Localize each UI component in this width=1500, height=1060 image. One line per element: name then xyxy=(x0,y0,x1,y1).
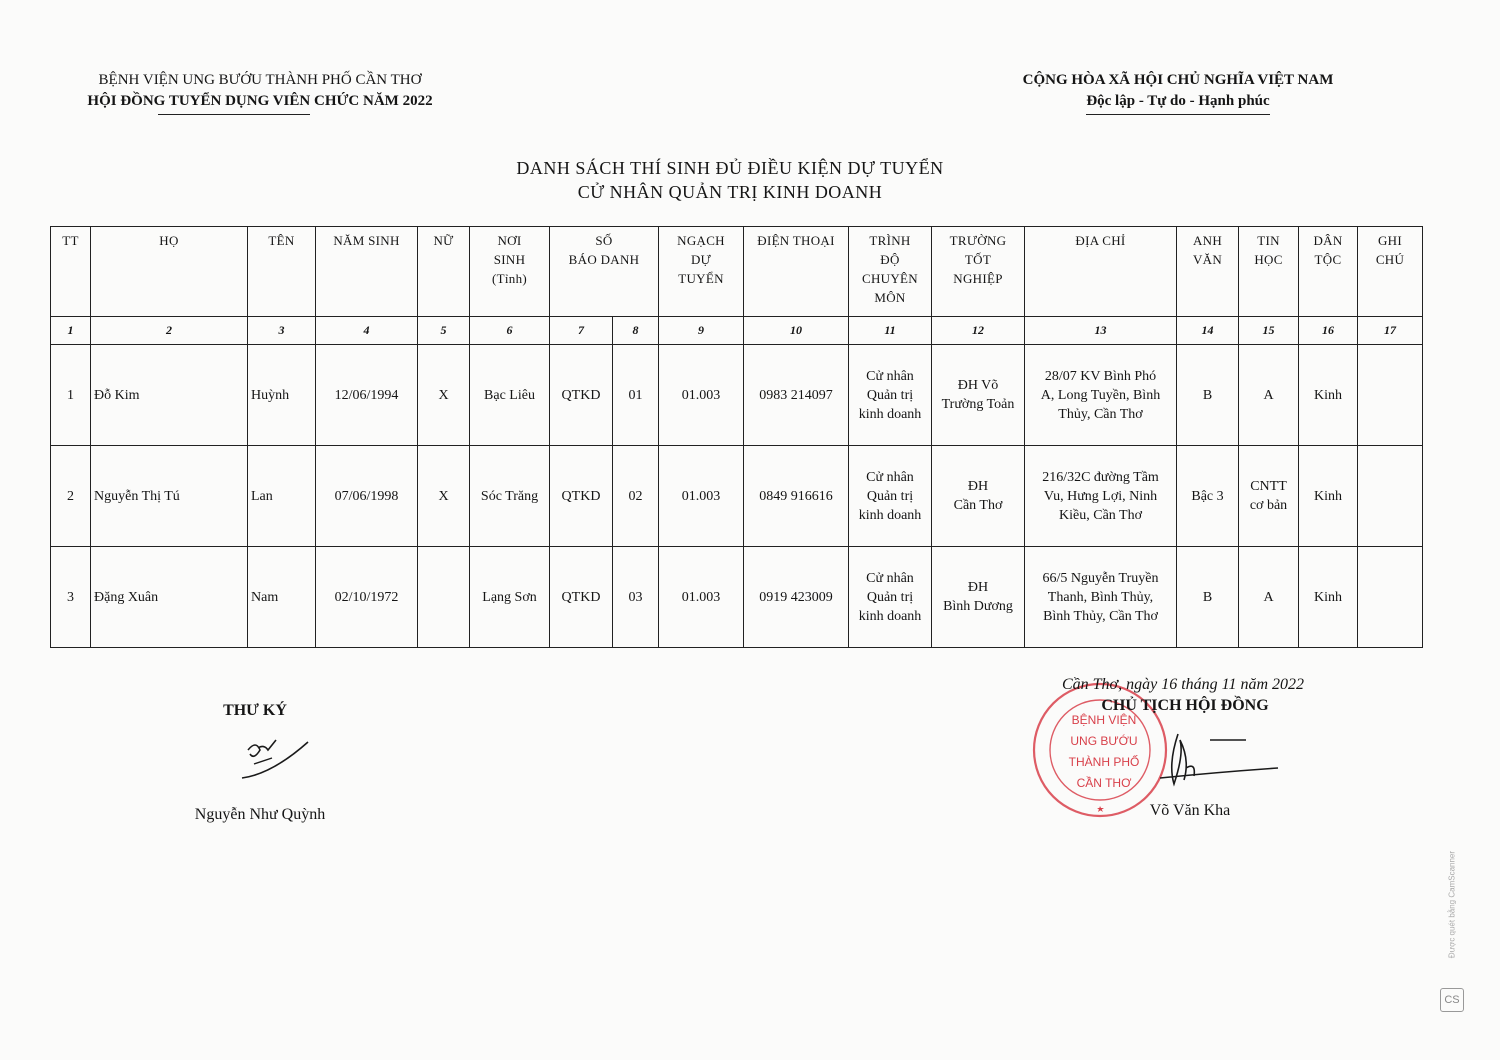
header-so-bao-danh xyxy=(550,227,659,317)
header-nam-sinh: NĂM SINH xyxy=(316,227,418,317)
cell-noi-sinh: Lạng Sơn xyxy=(470,547,550,648)
cell-line: Cử nhân xyxy=(866,570,914,586)
cell-line: Thủy, Cần Thơ xyxy=(1058,406,1143,422)
header-ghi-chu-l2: CHÚ xyxy=(1375,252,1405,267)
header-dan-toc-l1: DÂN xyxy=(1313,233,1343,248)
column-number: 12 xyxy=(932,317,1025,345)
header-noi-sinh-l3: (Tỉnh) xyxy=(491,271,527,286)
secretary-signature-icon xyxy=(236,730,316,790)
column-number: 2 xyxy=(91,317,248,345)
cell-tt: 3 xyxy=(51,547,91,648)
column-number: 7 xyxy=(550,317,613,345)
cell-line: ĐH Võ xyxy=(957,378,999,393)
title-line-1: DANH SÁCH THÍ SINH ĐỦ ĐIỀU KIỆN DỰ TUYỂN xyxy=(516,158,944,178)
cell-noi-sinh: Bạc Liêu xyxy=(470,345,550,446)
candidate-table xyxy=(50,226,1423,648)
cell-ho: Nguyễn Thị Tú xyxy=(91,446,248,547)
cell-truong xyxy=(932,446,1025,547)
header-ghi-chu-l1: GHI xyxy=(1377,233,1402,248)
column-number: 8 xyxy=(613,317,659,345)
cell-truong xyxy=(932,547,1025,648)
cell-ho: Đỗ Kim xyxy=(91,345,248,446)
header-trinh-do-l3: CHUYÊN xyxy=(862,271,918,286)
cell-anh-van: Bậc 3 xyxy=(1177,446,1239,547)
header-noi-sinh xyxy=(470,227,550,317)
cell-dia-chi xyxy=(1025,446,1177,547)
stamp-line-2: UNG BƯỚU xyxy=(1070,734,1138,748)
header-anh-van-l2: VĂN xyxy=(1192,252,1223,267)
header-sbd-l2: BÁO DANH xyxy=(568,252,640,267)
header-truong xyxy=(932,227,1025,317)
header-ten: TÊN xyxy=(248,227,316,317)
cell-tin-hoc: A xyxy=(1239,547,1299,648)
cell-line: Quản trị xyxy=(866,589,914,605)
header-ngach-l3: TUYỂN xyxy=(678,271,724,286)
cell-line: 216/32C đường Tầm xyxy=(1042,469,1159,485)
cell-ngach: 01.003 xyxy=(659,446,744,547)
chair-title: CHỦ TỊCH HỘI ĐỒNG xyxy=(1101,697,1269,714)
cell-nam-sinh: 02/10/1972 xyxy=(316,547,418,648)
header-dia-chi: ĐỊA CHỈ xyxy=(1025,227,1177,317)
secretary-name: Nguyễn Như Quỳnh xyxy=(194,806,326,823)
cell-line: Cử nhân xyxy=(866,469,914,485)
cell-line: Cử nhân xyxy=(866,368,914,384)
cell-line: Cần Thơ xyxy=(953,498,1003,513)
cell-line: Thanh, Bình Thủy, xyxy=(1047,589,1154,605)
header-tin-hoc xyxy=(1239,227,1299,317)
cell-sbd-code: QTKD xyxy=(550,547,613,648)
header-ghi-chu xyxy=(1358,227,1423,317)
cell-line: kinh doanh xyxy=(858,608,922,624)
cell-dien-thoai: 0849 916616 xyxy=(744,446,849,547)
cell-line: Quản trị xyxy=(866,387,914,403)
cell-sbd-num: 02 xyxy=(613,446,659,547)
column-number: 14 xyxy=(1177,317,1239,345)
chair-signature-icon xyxy=(1150,726,1280,796)
table-header-row xyxy=(51,227,1423,317)
cell-line: Bình Thủy, Cần Thơ xyxy=(1043,608,1158,624)
cell-tin-hoc: CNTT cơ bản xyxy=(1239,446,1299,547)
header-trinh-do-l2: ĐỘ xyxy=(880,252,900,267)
cell-line: Quản trị xyxy=(866,488,914,504)
cell-nu: X xyxy=(418,345,470,446)
header-sbd-l1: SỐ xyxy=(595,233,613,248)
cell-line: Vu, Hưng Lợi, Ninh xyxy=(1043,488,1158,504)
signing-date: Cần Thơ, ngày 16 tháng 11 năm 2022 xyxy=(1061,676,1305,693)
cell-anh-van: B xyxy=(1177,547,1239,648)
cell-sbd-code: QTKD xyxy=(550,345,613,446)
header-trinh-do-l4: MÔN xyxy=(874,290,906,305)
cell-trinh-do xyxy=(849,345,932,446)
cell-noi-sinh: Sóc Trăng xyxy=(470,446,550,547)
cell-ghi-chu xyxy=(1358,446,1423,547)
column-number: 11 xyxy=(849,317,932,345)
cell-nu xyxy=(418,547,470,648)
header-anh-van xyxy=(1177,227,1239,317)
column-number: 17 xyxy=(1358,317,1423,345)
column-number: 5 xyxy=(418,317,470,345)
org-line-2: HỘI ĐỒNG TUYỂN DỤNG VIÊN CHỨC NĂM 2022 xyxy=(87,93,433,109)
cell-line: 28/07 KV Bình Phó xyxy=(1044,368,1157,384)
column-number: 15 xyxy=(1239,317,1299,345)
header-dien-thoai: ĐIỆN THOẠI xyxy=(744,227,849,317)
cell-dia-chi xyxy=(1025,547,1177,648)
table-row xyxy=(51,547,1423,648)
cell-line: Bình Dương xyxy=(943,599,1013,614)
header-ngach-l1: NGẠCH xyxy=(677,233,725,248)
title-line-2: CỬ NHÂN QUẢN TRỊ KINH DOANH xyxy=(577,182,883,202)
column-number: 13 xyxy=(1025,317,1177,345)
header-anh-van-l1: ANH xyxy=(1192,233,1223,248)
cell-tin-hoc: A xyxy=(1239,345,1299,446)
org-underline xyxy=(158,114,310,115)
header-ho: HỌ xyxy=(91,227,248,317)
header-nu: NỮ xyxy=(418,227,470,317)
column-number: 10 xyxy=(744,317,849,345)
stamp-line-1: BỆNH VIỆN xyxy=(1071,713,1137,727)
cell-nam-sinh: 07/06/1998 xyxy=(316,446,418,547)
header-truong-l1: TRƯỜNG xyxy=(949,233,1007,248)
column-number: 1 xyxy=(51,317,91,345)
cell-dia-chi xyxy=(1025,345,1177,446)
header-truong-l2: TỐT xyxy=(964,252,992,267)
column-number: 9 xyxy=(659,317,744,345)
stamp-line-3: THÀNH PHỐ xyxy=(1068,755,1140,769)
column-number: 3 xyxy=(248,317,316,345)
header-dan-toc xyxy=(1299,227,1358,317)
cell-line: Kiều, Cần Thơ xyxy=(1059,507,1142,523)
column-number: 6 xyxy=(470,317,550,345)
national-motto-line-2: Độc lập - Tự do - Hạnh phúc xyxy=(1086,91,1269,115)
stamp-line-4: CẦN THƠ xyxy=(1076,776,1132,790)
cell-dan-toc: Kinh xyxy=(1299,547,1358,648)
cell-sbd-num: 01 xyxy=(613,345,659,446)
camscanner-logo-icon: CS xyxy=(1440,988,1464,1012)
header-noi-sinh-l1: NƠI xyxy=(497,233,522,248)
cell-dien-thoai: 0983 214097 xyxy=(744,345,849,446)
header-tt: TT xyxy=(51,227,91,317)
table-row xyxy=(51,446,1423,547)
column-number: 16 xyxy=(1299,317,1358,345)
cell-tt: 1 xyxy=(51,345,91,446)
cell-dan-toc: Kinh xyxy=(1299,345,1358,446)
cell-line: Trường Toản xyxy=(941,397,1015,412)
organization-header xyxy=(40,70,480,112)
cell-trinh-do xyxy=(849,547,932,648)
cell-sbd-num: 03 xyxy=(613,547,659,648)
header-tin-hoc-l1: TIN xyxy=(1257,233,1280,248)
document-title xyxy=(380,156,1080,204)
cell-line: 66/5 Nguyễn Truyền xyxy=(1042,570,1159,586)
table-row xyxy=(51,345,1423,446)
header-truong-l3: NGHIỆP xyxy=(953,271,1003,286)
cell-ten: Nam xyxy=(248,547,316,648)
cell-tt: 2 xyxy=(51,446,91,547)
cell-ghi-chu xyxy=(1358,345,1423,446)
cell-ngach: 01.003 xyxy=(659,345,744,446)
header-ngach-l2: DỰ xyxy=(690,252,712,267)
cell-line: ĐH xyxy=(967,479,989,494)
cell-ten: Huỳnh xyxy=(248,345,316,446)
cell-line: kinh doanh xyxy=(858,406,922,422)
cell-anh-van: B xyxy=(1177,345,1239,446)
cell-line: kinh doanh xyxy=(858,507,922,523)
cell-line: ĐH xyxy=(967,580,989,595)
cell-dien-thoai: 0919 423009 xyxy=(744,547,849,648)
cell-nu: X xyxy=(418,446,470,547)
header-noi-sinh-l2: SINH xyxy=(493,252,526,267)
header-tin-hoc-l2: HỌC xyxy=(1254,252,1283,267)
cell-ho: Đặng Xuân xyxy=(91,547,248,648)
cell-sbd-code: QTKD xyxy=(550,446,613,547)
cell-trinh-do xyxy=(849,446,932,547)
header-trinh-do-l1: TRÌNH xyxy=(869,233,911,248)
national-motto-line-1: CỘNG HÒA XÃ HỘI CHỦ NGHĨA VIỆT NAM xyxy=(1022,72,1334,88)
cell-truong xyxy=(932,345,1025,446)
chair-name: Võ Văn Kha xyxy=(1149,802,1231,819)
cell-ngach: 01.003 xyxy=(659,547,744,648)
camscanner-note: Được quét bằng CamScanner xyxy=(1447,850,1457,959)
camscanner-watermark xyxy=(1440,840,1464,1020)
cell-ten: Lan xyxy=(248,446,316,547)
org-line-1: BỆNH VIỆN UNG BƯỚU THÀNH PHỐ CẦN THƠ xyxy=(98,72,422,88)
column-number: 4 xyxy=(316,317,418,345)
cell-ghi-chu xyxy=(1358,547,1423,648)
national-header xyxy=(968,70,1388,115)
header-ngach xyxy=(659,227,744,317)
cell-nam-sinh: 12/06/1994 xyxy=(316,345,418,446)
cell-dan-toc: Kinh xyxy=(1299,446,1358,547)
column-number-row xyxy=(51,317,1423,345)
header-trinh-do xyxy=(849,227,932,317)
secretary-title: THƯ KÝ xyxy=(223,702,287,719)
cell-line: A, Long Tuyền, Bình xyxy=(1040,387,1161,403)
header-dan-toc-l2: TỘC xyxy=(1314,252,1342,267)
